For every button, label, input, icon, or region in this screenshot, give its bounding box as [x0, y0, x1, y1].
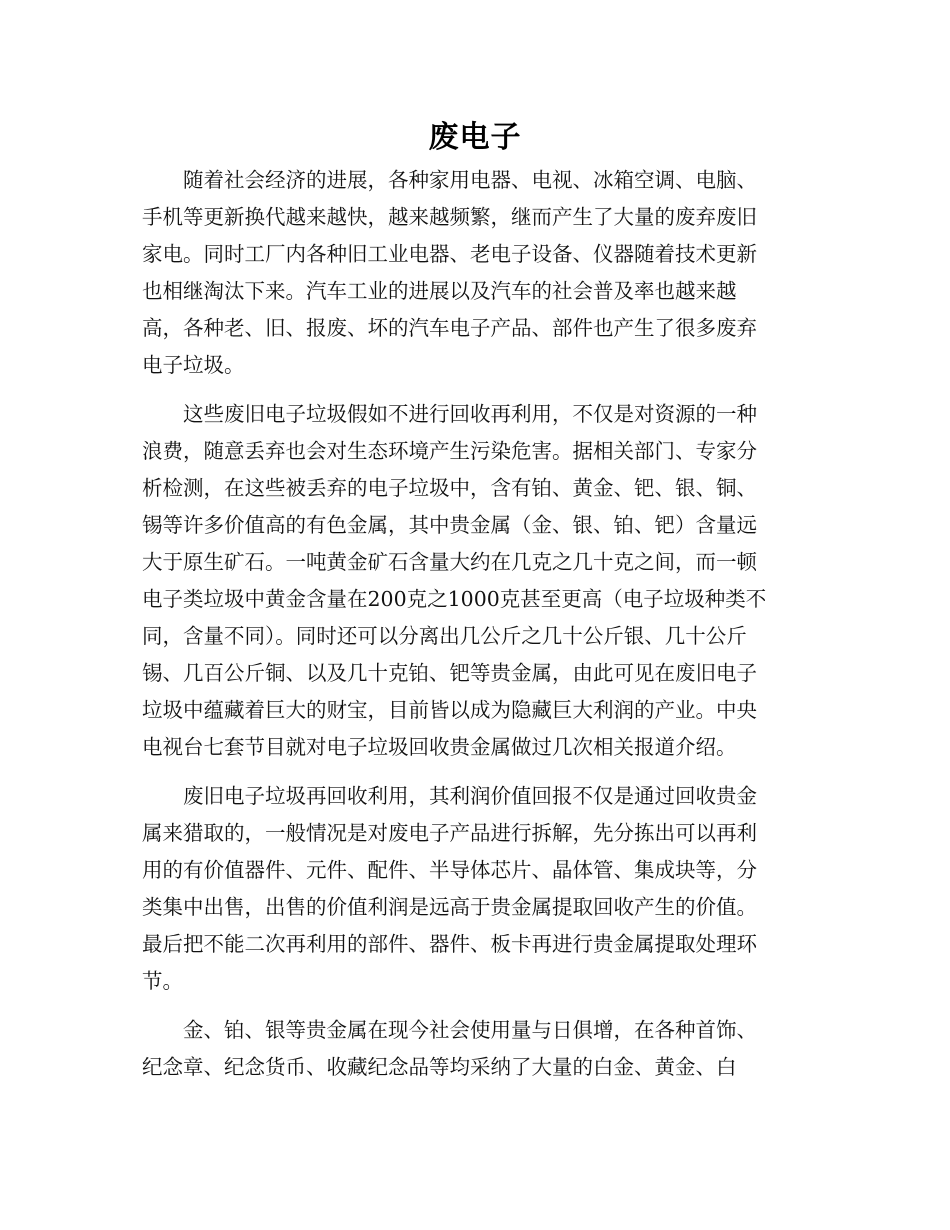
document-title: 废电子	[428, 120, 522, 155]
text-line: 也相继淘汰下来。汽车工业的进展以及汽车的社会普及率也越来越	[142, 279, 737, 303]
text-line: 高，各种老、旧、报废、坏的汽车电子产品、部件也产生了很多废弃	[142, 316, 757, 340]
text-line: 手机等更新换代越来越快，越来越频繁，继而产生了大量的废弃废旧	[142, 205, 757, 229]
text-line: 纪念章、纪念货币、收藏纪念品等均采纳了大量的白金、黄金、白	[142, 1055, 737, 1079]
paragraph-3	[142, 778, 822, 1000]
text-line: 锡等许多价值高的有色金属，其中贵金属（金、银、铂、钯）含量远	[142, 513, 757, 537]
text-line: 析检测，在这些被丢弃的电子垃圾中，含有铂、黄金、钯、银、铜、	[142, 476, 757, 500]
text-line: 废旧电子垃圾再回收利用，其利润价值回报不仅是通过回收贵金	[183, 784, 757, 808]
text-line: 这些废旧电子垃圾假如不进行回收再利用，不仅是对资源的一种	[183, 402, 757, 426]
paragraph-1	[142, 162, 822, 384]
text-line: 大于原生矿石。一吨黄金矿石含量大约在几克之几十克之间，而一顿	[142, 550, 757, 574]
text-line: 属来猎取的，一般情况是对废电子产品进行拆解，先分拣出可以再利	[142, 821, 757, 845]
text-line: 同，含量不同）。同时还可以分离出几公斤之几十公斤银、几十公斤	[142, 624, 747, 648]
paragraph-2	[142, 396, 822, 766]
paragraph-4	[142, 1012, 822, 1086]
text-line: 家电。同时工厂内各种旧工业电器、老电子设备、仪器随着技术更新	[142, 242, 757, 266]
text-line: 电视台七套节目就对电子垃圾回收贵金属做过几次相关报道介绍。	[142, 735, 737, 759]
text-line: 金、铂、银等贵金属在现今社会使用量与日俱增，在各种首饰、	[183, 1018, 757, 1042]
text-line: 最后把不能二次再利用的部件、器件、板卡再进行贵金属提取处理环	[142, 932, 757, 956]
text-line: 节。	[142, 969, 183, 993]
text-line: 锡、几百公斤铜、以及几十克铂、钯等贵金属，由此可见在废旧电子	[142, 661, 757, 685]
text-line: 随着社会经济的进展，各种家用电器、电视、冰箱空调、电脑、	[183, 168, 757, 192]
text-line: 用的有价值器件、元件、配件、半导体芯片、晶体管、集成块等，分	[142, 858, 757, 882]
text-line: 类集中出售，出售的价值利润是远高于贵金属提取回收产生的价值。	[142, 895, 757, 919]
document-body	[142, 162, 822, 1098]
text-line: 电子垃圾。	[142, 353, 245, 377]
text-line: 电子类垃圾中黄金含量在200克之1000克甚至更高（电子垃圾种类不	[142, 587, 767, 611]
text-line: 垃圾中蕴藏着巨大的财宝，目前皆以成为隐藏巨大利润的产业。中央	[142, 698, 757, 722]
text-line: 浪费，随意丢弃也会对生态环境产生污染危害。据相关部门、专家分	[142, 439, 757, 463]
